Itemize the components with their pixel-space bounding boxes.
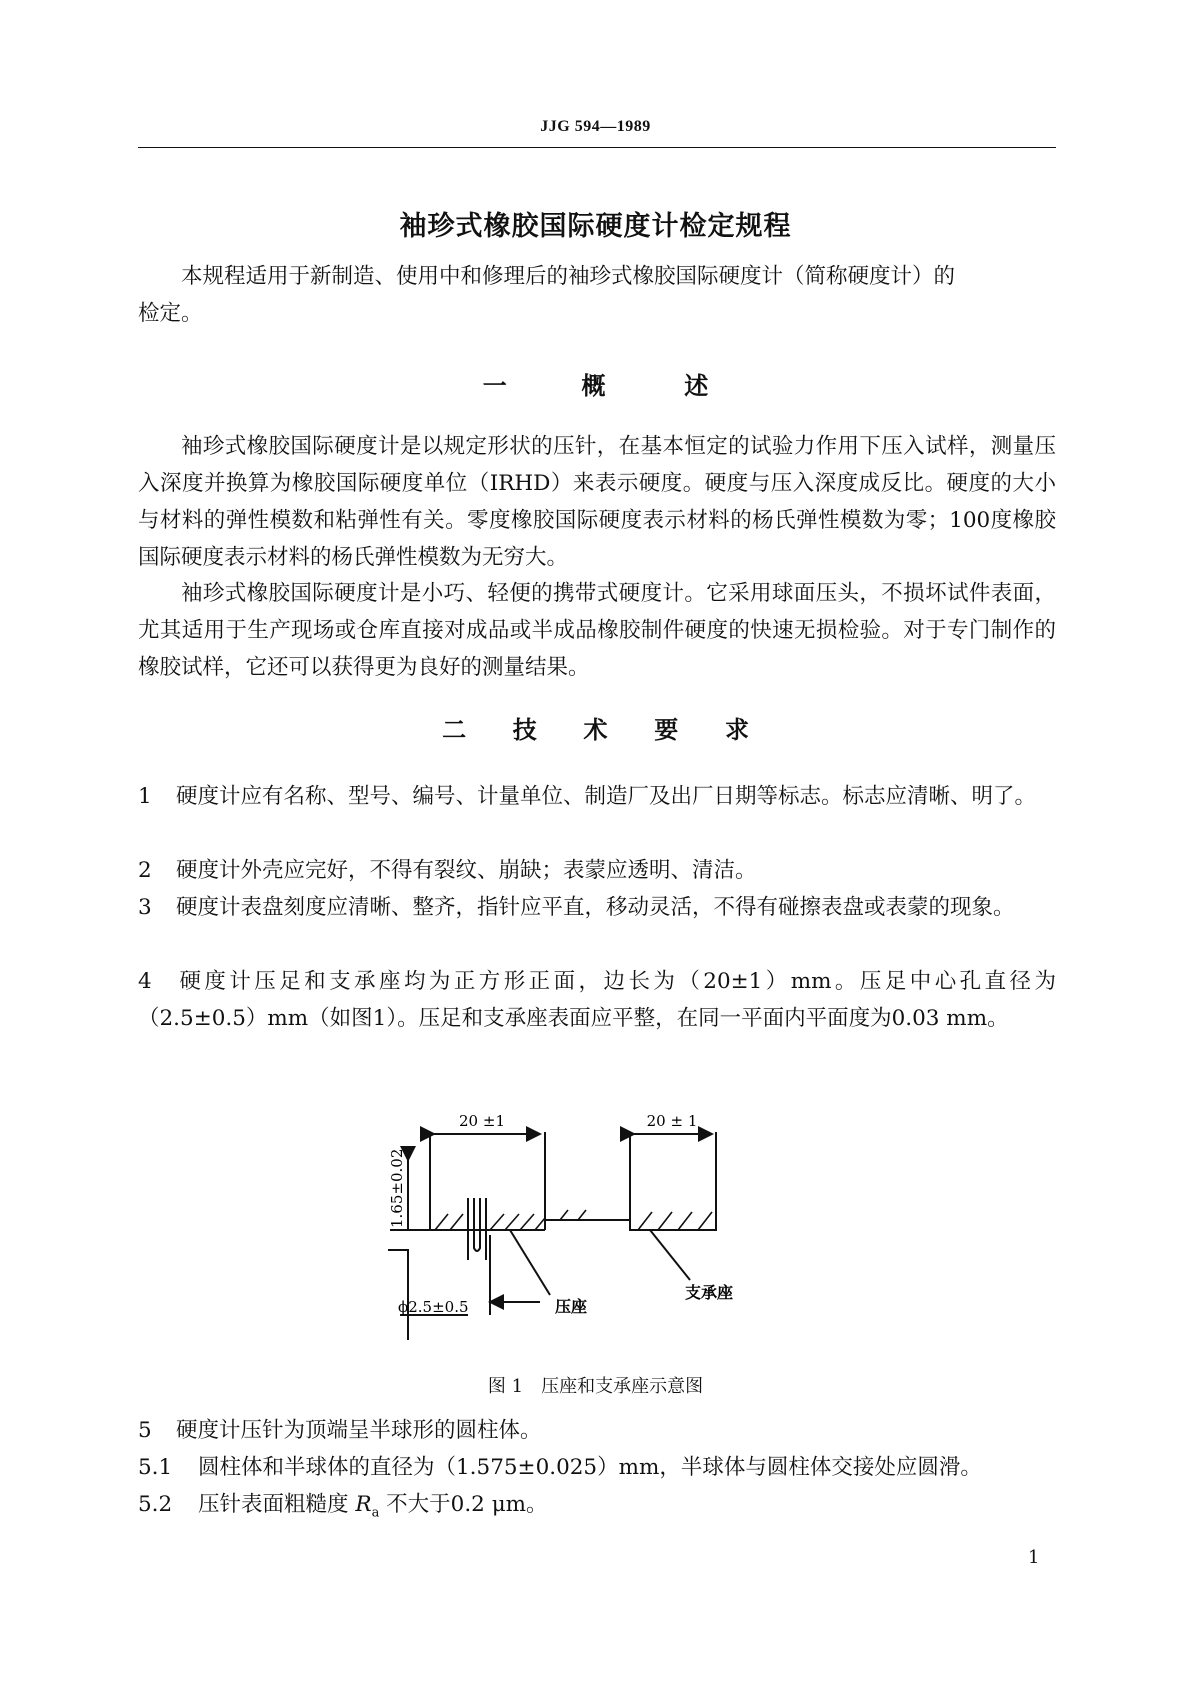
item-text: 硬度计应有名称、型号、编号、计量单位、制造厂及出厂日期等标志。标志应清晰、明了。 — [176, 784, 1037, 809]
section-word: 求 — [724, 716, 749, 744]
header-rule — [138, 147, 1056, 148]
roughness-subscript: a — [371, 1505, 380, 1521]
item-text: 硬度计压足和支承座均为正方形正面，边长为（20±1）mm。压足中心孔直径为（2.5±0.5）mm（如图1）。压足和支承座表面应平整，在同一平面内平面度为0.03 mm。 — [138, 969, 1056, 1031]
item-text: 硬度计表盘刻度应清晰、整齐，指针应平直，移动灵活，不得有碰擦表盘或表蒙的现象。 — [176, 895, 1015, 920]
item-text: 不大于0.2 μm。 — [386, 1492, 548, 1517]
figure-caption — [0, 1372, 1191, 1398]
item-number: 2 — [138, 858, 152, 883]
label-support-seat: 支承座 — [685, 1283, 734, 1302]
document-title: 袖珍式橡胶国际硬度计检定规程 — [399, 211, 792, 242]
dim-label-right: 20 ± 1 — [646, 1112, 698, 1130]
figure-number: 图 1 — [487, 1376, 524, 1397]
leader-press — [510, 1230, 550, 1295]
intro-line-2: 检定。 — [138, 301, 203, 326]
section-heading-overview — [0, 366, 1191, 401]
section-number: 二 — [442, 716, 467, 744]
figure-press-and-support-diagram — [388, 1112, 810, 1350]
item-number: 1 — [138, 784, 152, 809]
item-text: 圆柱体和半球体的直径为（1.575±0.025）mm，半球体与圆柱体交接处应圆滑。 — [198, 1455, 982, 1480]
item-number: 5.1 — [138, 1455, 173, 1480]
support-hatching — [638, 1212, 712, 1230]
support-block-outline — [630, 1132, 716, 1230]
item-number: 5 — [138, 1418, 152, 1443]
item-number: 5.2 — [138, 1492, 173, 1517]
section-word: 技 — [512, 716, 537, 744]
section-word: 述 — [684, 372, 709, 400]
section-word: 术 — [583, 716, 608, 744]
requirement-item — [138, 1486, 1056, 1531]
item-text: 硬度计压针为顶端呈半球形的圆柱体。 — [176, 1418, 542, 1443]
requirement-item — [138, 889, 1056, 926]
figure-caption-text: 压座和支承座示意图 — [541, 1376, 704, 1397]
dim-height-base — [388, 1250, 408, 1340]
item-number: 3 — [138, 895, 152, 920]
section-word: 要 — [654, 716, 679, 744]
section-word: 概 — [581, 372, 606, 400]
section-heading-requirements — [0, 710, 1191, 745]
dim-label-hole: ϕ2.5±0.5 — [398, 1298, 469, 1316]
requirement-item — [138, 1412, 1056, 1449]
intro-line-1: 本规程适用于新制造、使用中和修理后的袖珍式橡胶国际硬度计（简称硬度计）的 — [181, 264, 956, 289]
leader-support — [650, 1230, 690, 1280]
item-text: 压针表面粗糙度 — [198, 1492, 349, 1517]
section-number: 一 — [482, 372, 507, 400]
requirement-item — [138, 778, 1056, 815]
item-number: 4 — [138, 969, 152, 994]
dim-label-left: 20 ±1 — [459, 1112, 505, 1130]
dim-label-height: 1.65±0.02 — [388, 1148, 406, 1228]
requirement-item — [138, 963, 1056, 1037]
page-number: 1 — [1028, 1547, 1040, 1568]
label-press-seat: 压座 — [555, 1297, 588, 1316]
roughness-symbol: R — [355, 1492, 372, 1517]
requirement-item — [138, 852, 1056, 889]
requirement-item — [138, 1449, 1056, 1486]
running-header: JJG 594—1989 — [540, 118, 651, 135]
intro-paragraph — [138, 258, 1056, 332]
overview-paragraph-2: 袖珍式橡胶国际硬度计是小巧、轻便的携带式硬度计。它采用球面压头，不损坏试件表面，尤其适用于生产现场或仓库直接对成品或半成品橡胶制件硬度的快速无损检验。对于专门制作的橡胶试样，它还可以获得更为良好的测量结果。 — [138, 581, 1056, 680]
overview-paragraph-1: 袖珍式橡胶国际硬度计是以规定形状的压针，在基本恒定的试验力作用下压入试样，测量压入深度并换算为橡胶国际硬度单位（IRHD）来表示硬度。硬度与压入深度成反比。硬度的大小与材料的弹性模数和粘弹性有关。零度橡胶国际硬度表示材料的杨氏弹性模数为零；100度橡胶国际硬度表示材料的杨氏弹性模数为无穷大。 — [138, 434, 1056, 570]
item-text: 硬度计外壳应完好，不得有裂纹、崩缺；表蒙应透明、清洁。 — [176, 858, 757, 883]
